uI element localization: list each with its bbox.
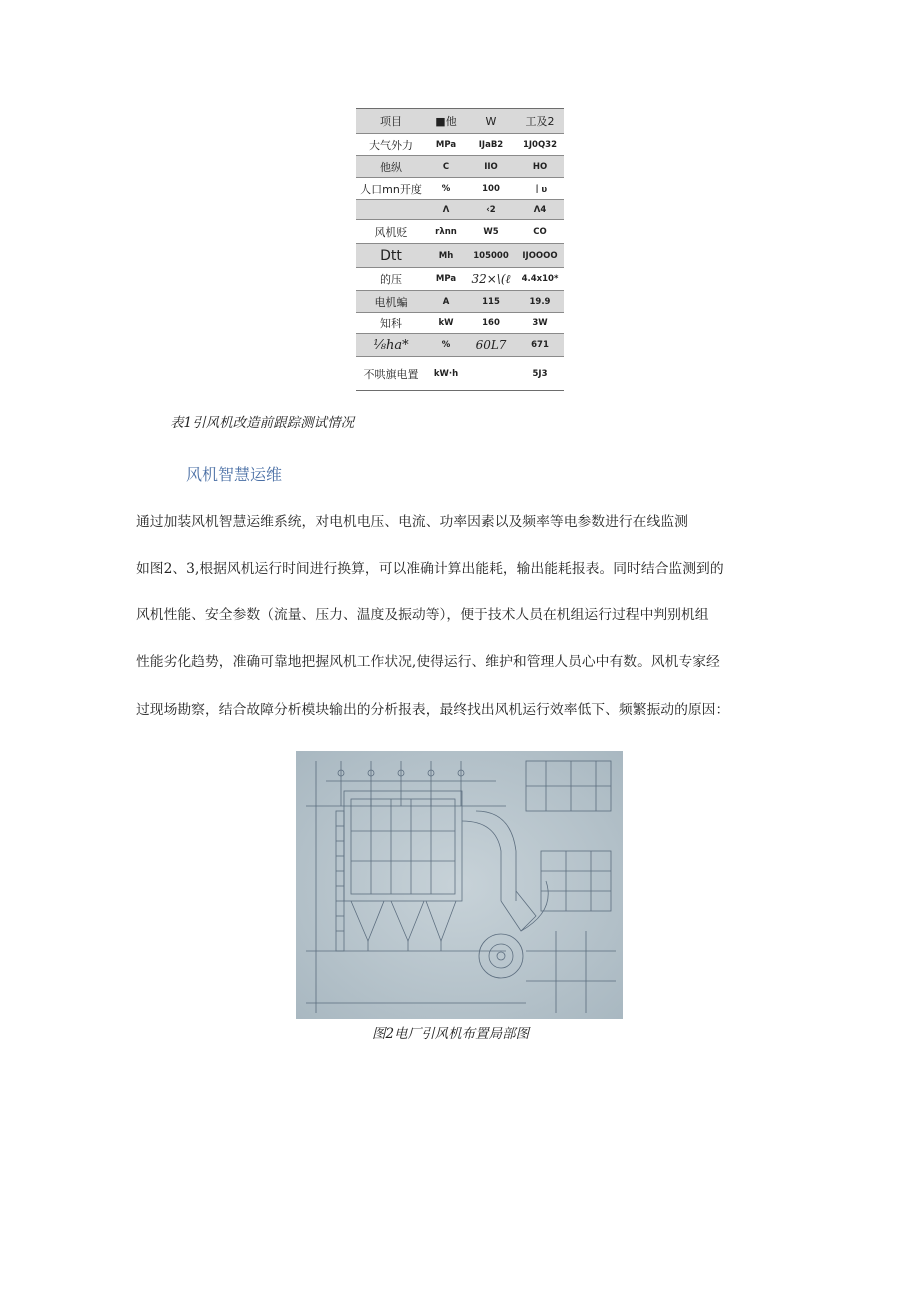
table-cell: 115 <box>482 296 500 307</box>
table-cell: 的压 <box>380 273 402 286</box>
table-row <box>356 244 564 268</box>
data-table <box>356 108 564 391</box>
table-row <box>356 134 564 156</box>
table-row <box>356 357 564 391</box>
table-cell: 风机贬 <box>374 225 408 239</box>
table-cell: 671 <box>531 340 549 350</box>
table-cell: 60L7 <box>475 338 507 352</box>
table-cell: 知科 <box>380 317 402 330</box>
table-cell: % <box>441 340 451 350</box>
table-cell: HO <box>532 161 548 172</box>
section-title: 风机智慧运维 <box>186 465 283 484</box>
table-cell: kW <box>438 318 454 328</box>
table-row <box>356 200 564 220</box>
table-cell: 32×\(ℓ <box>471 271 511 286</box>
table-cell: Λ4 <box>533 204 547 215</box>
table-cell: % <box>441 183 451 194</box>
table-cell: 1J0Q32 <box>522 139 558 150</box>
paragraph-line: 性能劣化趋势，准确可靠地把握风机工作状况,使得运行、维护和管理人员心中有数。风机专家经 <box>136 654 720 670</box>
table-row <box>356 178 564 200</box>
blueprint-figure <box>296 751 623 1019</box>
table-cell: 大气外力 <box>369 138 413 152</box>
table-cell: ‹2 <box>486 204 496 215</box>
table-cell: A <box>442 296 450 307</box>
table-cell: 105000 <box>473 250 509 261</box>
table-header-row <box>356 108 564 134</box>
table-cell: IIO <box>484 161 498 172</box>
paragraph-line: 如图2、3,根据风机运行时间进行换算，可以准确计算出能耗，输出能耗报表。同时结合监测到的 <box>136 561 724 577</box>
table-cell: IJaB2 <box>478 139 504 150</box>
table-cell: W5 <box>483 226 499 237</box>
table-cell: MPa <box>435 139 457 150</box>
table-cell: ■他 <box>435 115 457 128</box>
paragraph-line: 风机性能、安全参数（流量、压力、温度及振动等），便于技术人员在机组运行过程中判别机组 <box>136 607 709 623</box>
table-cell: kW·h <box>433 368 459 379</box>
table-cell: 19.9 <box>529 296 551 307</box>
table-cell: 不哄旗电置 <box>363 367 419 381</box>
table-cell: Dtt <box>380 247 402 264</box>
table-cell: C <box>442 161 450 172</box>
table-cell: 100 <box>482 183 500 194</box>
table-cell: 电机蝙 <box>374 295 408 309</box>
table-cell: Mh <box>438 250 454 261</box>
paragraph-line: 通过加装风机智慧运维系统，对电机电压、电流、功率因素以及频率等电参数进行在线监测 <box>136 514 688 530</box>
figure-caption: 图2电厂引风机布置局部图 <box>372 1026 530 1042</box>
table-cell: MPa <box>435 274 457 284</box>
table-cell: 工及2 <box>525 115 555 128</box>
table-cell: W <box>485 114 497 128</box>
blueprint-drawing <box>296 751 623 1019</box>
table-row <box>356 313 564 334</box>
table-row <box>356 268 564 291</box>
table-cell: IJOOOO <box>522 250 558 261</box>
table-cell: CO <box>533 226 547 237</box>
table-caption: 表1引风机改造前跟踪测试情况 <box>170 415 355 431</box>
table-cell: 160 <box>482 318 500 328</box>
table-cell: Λ <box>442 204 450 215</box>
table-row <box>356 291 564 313</box>
paragraph-line: 过现场勘察，结合故障分析模块输出的分析报表，最终找出风机运行效率低下、频繁振动的原因： <box>136 702 730 718</box>
table-cell: 项目 <box>380 115 402 128</box>
table-cell: rλnn <box>435 226 457 237</box>
table-cell: 3W <box>532 318 548 328</box>
table-cell: 5J3 <box>532 368 548 379</box>
table-row <box>356 220 564 244</box>
table-cell: 丨υ <box>532 184 548 195</box>
table-cell: 他纵 <box>380 160 402 174</box>
table-row <box>356 156 564 178</box>
table-cell: 4.4x10* <box>521 274 559 284</box>
table-row <box>356 334 564 357</box>
table-cell: ⅛ha* <box>373 337 409 353</box>
table-cell: 人口mn开度 <box>360 182 422 196</box>
